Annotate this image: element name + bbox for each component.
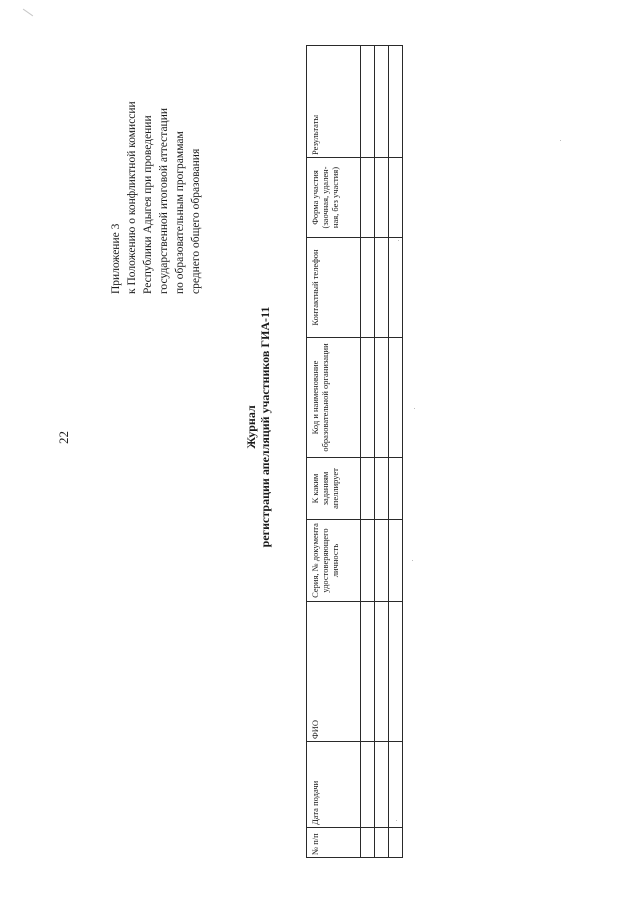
table-cell: [361, 828, 375, 858]
appeals-register-table: [306, 46, 398, 858]
col-header-organization: Код и наименование образовательной организации: [307, 338, 361, 458]
col-header-tasks: К каким заданиям апеллирует: [307, 458, 361, 520]
col-header-results: Результаты: [307, 46, 361, 158]
table-row: [389, 46, 403, 858]
scan-mark: [23, 9, 33, 17]
table-header-row: [307, 46, 361, 858]
table-cell: [389, 46, 403, 158]
page-number: 22: [56, 431, 71, 444]
title-line-2: регистрации апелляций участников ГИА-11: [258, 306, 272, 548]
col-header-document: Серия, № документа удостоверяющего личность: [307, 520, 361, 602]
col-header-participation: Форма участия (заочная, удален-ная, без участия): [307, 158, 361, 238]
table-cell: [361, 158, 375, 238]
col-header-date: Дата подачи: [307, 742, 361, 828]
col-header-phone: Контактный телефон: [307, 238, 361, 338]
appendix-line: государственной итоговой аттестации: [158, 107, 170, 294]
table-cell: [389, 238, 403, 338]
table-cell: [389, 742, 403, 828]
table-cell: [375, 520, 389, 602]
appendix-note: [108, 39, 204, 294]
col-header-number: № п/п: [307, 828, 361, 858]
appendix-line: к Положению о конфликтной комиссии: [126, 101, 138, 294]
table-cell: [389, 458, 403, 520]
table-cell: [361, 602, 375, 742]
table-cell: [389, 520, 403, 602]
journal-title: [244, 292, 272, 562]
table-body: [361, 46, 403, 858]
table-cell: [361, 238, 375, 338]
scan-speck: [396, 820, 397, 821]
table-cell: [389, 158, 403, 238]
scan-speck: [414, 408, 415, 409]
title-line-1: Журнал: [244, 405, 258, 449]
scan-speck: [398, 240, 399, 241]
table-cell: [375, 338, 389, 458]
table-cell: [361, 458, 375, 520]
table-cell: [375, 602, 389, 742]
table-row: [361, 46, 375, 858]
table-cell: [361, 742, 375, 828]
table-row: [375, 46, 389, 858]
table-cell: [361, 46, 375, 158]
appendix-line: Республики Адыгея при проведении: [142, 115, 154, 294]
table-cell: [375, 828, 389, 858]
appendix-line: среднего общего образования: [190, 148, 202, 294]
appendix-line: Приложение 3: [110, 223, 122, 294]
table-cell: [375, 458, 389, 520]
table-cell: [389, 338, 403, 458]
table-cell: [389, 828, 403, 858]
table-cell: [375, 46, 389, 158]
register-table: [306, 45, 403, 858]
table-cell: [375, 158, 389, 238]
appendix-line: по образовательным программам: [174, 131, 186, 294]
table-cell: [375, 742, 389, 828]
table-cell: [361, 338, 375, 458]
table-cell: [375, 238, 389, 338]
col-header-fio: ФИО: [307, 602, 361, 742]
scan-speck: [412, 560, 413, 561]
table-cell: [361, 520, 375, 602]
scan-speck: [560, 140, 561, 141]
table-cell: [389, 602, 403, 742]
